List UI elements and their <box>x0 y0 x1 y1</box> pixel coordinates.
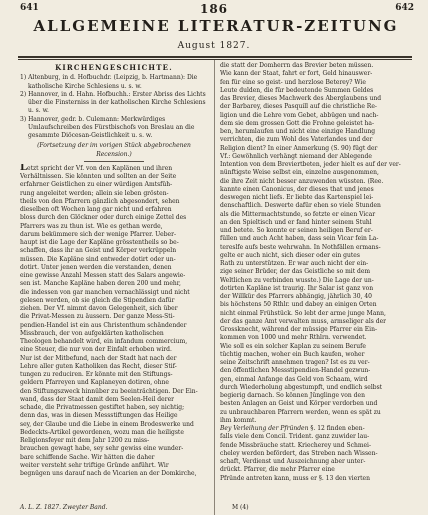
body-line: denn das, was in diesen Messstiftungen das Heilige <box>20 412 178 420</box>
header-rule-thin <box>18 59 412 60</box>
body-line: wand, dass der Staat damit dem Seelen-Heil derer <box>20 395 174 403</box>
body-line: zu unbrauchbaren Pfarrern werden, wenn es spät zu <box>220 408 381 416</box>
body-line: haupt ist die Lage der Kapläne grösstentheils so be- <box>20 239 179 246</box>
body-line: tereslfe aufs beste wehrwahn. In Nothfällen ermans- <box>220 243 381 251</box>
body-line: dotirt. Unter jenen werden die verstanden, denen <box>20 263 172 271</box>
body-line: pendien-Handel ist ein aus Christenthum schändender <box>20 321 187 329</box>
book-entry-3: 3) Hannover, gedr. b. Culemann: Merkwürdiges Umlaufschreiben des Fürstbischofs von Breslau an die gesammte Diöcesan-Geistlichkeit u. s. w. <box>20 115 195 139</box>
body-line: dem sie dem grossen Gott die Frohne geleistet ha- <box>220 119 375 127</box>
section-paragraph-start <box>220 425 412 433</box>
body-line: ihm kommt. <box>220 416 257 424</box>
note-rule <box>84 161 144 162</box>
book-entry-1: 1) Altenburg, in d. Hofbuchdr. (Leipzig, b. Hartmann): Die katholische Kirche Schlesiens u. s. w. <box>20 74 198 90</box>
left-body-text <box>20 164 208 479</box>
body-line: Nur ist der Mitbefund, nach der Stadt hat nach der <box>20 354 177 362</box>
body-line: an den Spieltisch und er fand hinter seinem Stuhl <box>220 218 372 226</box>
body-line: verrichten, die zum Wohl des Vaterlandes und der <box>220 136 373 144</box>
section-line: falls viele dem Concil. Trident. ganz zuwider lau- <box>220 433 370 441</box>
issue-date: August 1827. <box>177 41 251 51</box>
body-line: weiter versteht sehr triftige Gründe anführt. Wir <box>20 461 169 469</box>
body-line: denschaftlich. Deswerte dafür ehen so viele Stunden <box>220 202 381 210</box>
body-line: eine gewisse Anzahl Messen statt des Salars angewie- <box>20 272 186 279</box>
body-line: Grossknecht, während der müssige Pfarrer ein Ein- <box>220 326 377 333</box>
right-body-text <box>220 62 412 425</box>
body-line: brauchen gewagt habe, sey sehr gewiss eine wunder- <box>20 445 184 453</box>
body-line: der das ganze Amt verwalten muss, armseliger als der <box>220 317 387 325</box>
section-line: drückt. Pfarrer, die mehr Pfarrer eine <box>220 466 335 474</box>
book-entry-2: 2) Hannover, in d. Hahn. Hofbuchh.: Erster Abriss des Lichts über die Finsterniss in der katholischen Kirche Schlesiens u. s. w. <box>20 90 206 115</box>
section-line-first: §. 12 finden eben- <box>310 425 365 432</box>
body-line: nünftigste Weise selbst ein, einzelne ausgenommen, <box>220 169 379 177</box>
body-line: dieselben oft Wochen lang gar nicht und erfahren <box>20 206 172 213</box>
section-label: Bey Verleihung der Pfründen <box>220 425 309 432</box>
body-line: ben, herumlaufen und nicht eine einzige Handlung <box>220 128 376 135</box>
body-line: eine Steuer, die nur von der Einfalt erhoben wird. <box>20 346 172 354</box>
body-line: Vf.: Gewöhnlich verhängt niemand der Ablegende <box>220 152 372 160</box>
body-line: die indessen von gar manchen vernachlässigt und nicht <box>20 288 190 296</box>
body-line: tungen zu reduciren. Er könnte mit den Stiftungs- <box>20 371 173 378</box>
body-line: bare schiffende Sache. Wir hätten die daher <box>20 453 155 461</box>
body-line: bloss durch den Glöckner oder durch einige Zettel des <box>20 214 187 222</box>
body-line: kannte einen Canonicus, der dieses that und jenes <box>220 185 374 193</box>
body-line: tüchtig machen, woher ein Buch kaufen, woher <box>220 350 365 358</box>
body-line: Wie soll es ein solcher Kaplan zu seinem Berufe <box>220 342 366 350</box>
body-line: bis höchstens 50 Rthlr. und dabey an einigen Orten <box>220 301 377 309</box>
section-line: Pfründe antreten kann, muss er §. 13 den vierten <box>220 474 370 482</box>
body-line: fen für eine so geist- und herzlose Beterey? Wie <box>220 78 366 86</box>
header-rule <box>18 56 412 58</box>
continuation-note: (Fortsetzung der im vorigen Stück abgebrochenen Recension.) <box>37 142 191 158</box>
body-line: den Stiftungszweck hinnüber zu beeinträchtigen. Der Ein- <box>20 387 198 395</box>
body-line: der Willkür des Pfarrers abhängig, jährlich 30, 40 <box>220 293 372 300</box>
body-line: Intention von dem Breviertbeten, jeder hielt es auf der ver- <box>220 161 401 168</box>
body-line: durch Wiederholung abgestumpft, und endlich selbst <box>220 383 383 391</box>
body-line: seine Zeitschrift annehmen tragen? Ist es zu ver- <box>220 359 370 366</box>
body-line: gen, einmal Anfange das Geld von Schaam, wird <box>220 375 368 383</box>
page-footer: A. L. Z. 1827. Zweyter Band. <box>20 504 108 511</box>
body-line: begnügen uns darauf nach de Vicarien an der Domkirche, <box>20 470 197 477</box>
body-line: sey, der Glaube und die Liebe in einem Brodeswerke und <box>20 420 194 428</box>
body-line: Rath zu unterstützen. Er war auch nicht der ein- <box>220 260 369 267</box>
body-line: rung angeleitet werden; allein sie leben grösten- <box>20 189 169 197</box>
body-line: Missbrauch, der von aufgeklärten katholischen <box>20 329 164 337</box>
body-line: gelesen werden, ob sie gleich die Stipendien dafür <box>20 296 175 304</box>
body-line: Bedeckts-Artikel gewordenen, wozu man die heiligste <box>20 428 184 436</box>
masthead-title: ALLGEMEINE LITERATUR-ZEITUNG <box>33 17 399 35</box>
body-line: darum bekümmere sich der wenige Pfarrer. Ueber- <box>20 230 176 238</box>
body-line: nicht einmal Frühstück. So lebt der arme junge Mann, <box>220 309 386 317</box>
page-corner-right: 642 <box>395 3 414 13</box>
body-line: begierig darnach. So können Jünglinge von den <box>220 392 365 399</box>
body-line: deswegen nicht liefs. Er liebte das Kartenspiel lei- <box>220 194 374 201</box>
body-line: Weltlichen zu verbinden wusste.) Die Lage der un- <box>220 276 374 284</box>
body-line: der Barbarey, dieses Pasquill auf die christliche Re- <box>220 103 377 111</box>
signature-mark: M (4) <box>232 504 249 511</box>
right-section-text <box>220 433 412 483</box>
body-line: erfahrner Geistlichen zu einer würdigen Amtsfüh- <box>20 181 173 189</box>
body-line: sen ist. Manche Kapläne haben deren 200 und mehr, <box>20 280 181 288</box>
body-line: als die Mittermachtstunde, so fetzte er einen Vicar <box>220 210 376 218</box>
body-line: füllen und auch Acht haben, dass sein Vicar fein La- <box>220 235 379 243</box>
body-line: und betete. So konnte er seinen heiligen Beruf er- <box>220 227 373 234</box>
body-line: besten Anlagen an Geist und Körper verdorben und <box>220 400 378 408</box>
body-line: Religionsfeyer mit dem Jahr 1200 zu miss- <box>20 437 150 444</box>
right-column <box>220 62 412 483</box>
page-corner-left: 641 <box>20 3 39 13</box>
body-line: schade, die Privatmessen gestiftet haben, sey nichtig; <box>20 404 185 411</box>
body-line: Wie kann der Staat, fahrt er fort, Geld hinauswer- <box>220 70 373 78</box>
body-line: das Brevier, dieses Machwerk des Aberglaubens und <box>220 95 382 102</box>
section-title: KIRCHENGESCHICHTE. <box>55 63 173 72</box>
body-line: Pfarrers was zu thun ist. Wie es gethan werde, <box>20 222 163 230</box>
body-line: ziehen. Der Vf. nimmt davon Gelegenheit, sich über <box>20 305 178 312</box>
body-line: Leute dulden, die für bedeutende Summen Geldes <box>220 86 374 94</box>
body-line: Verhältnissen. Sie könnten und sollten an der Seite <box>20 173 177 180</box>
body-line: dotirten Kapläne ist traurig. Ihr Salar ist ganz von <box>220 284 374 292</box>
body-line: zige seiner Brüder, der das Geistliche so mit dem <box>220 268 371 276</box>
body-line: die statt der Domherrn das Brevier beten müssen. <box>220 62 374 69</box>
body-line: Religion dient? In einer Anmerkung (S. 90) fügt der <box>220 144 378 152</box>
body-line: kommen von 1000 und mehr Rthlrn. verwendet. <box>220 334 367 342</box>
left-column <box>20 62 208 478</box>
body-line: den öffentlichen Messstipendien-Handel gezwun- <box>220 367 371 375</box>
body-line <box>20 164 208 173</box>
section-line: fende Missbräuche statt. Kriecherey und Schmei- <box>220 441 372 449</box>
body-line: theils von den Pfarrern gänzlich abgesondert, sehen <box>20 197 180 205</box>
body-line: gelte er auch nicht, sich dieser oder ein gutes <box>220 251 360 259</box>
drop-initial: L <box>20 163 28 173</box>
body-line: Theologen behandelt wird, ein infandum commercium, <box>20 338 188 345</box>
body-line: die Privat-Messen zu äussern. Der ganze Mess-Sti- <box>20 313 175 321</box>
body-line: die ihre Zeit nicht besser anzuwenden wüssten. (Ree. <box>220 177 384 185</box>
body-line: geldern Pfarreyen und Kaplaneyen dotiren, ohne <box>20 379 169 387</box>
body-line: ligion und die Lehre vom Gebet, abbügen und nach- <box>220 111 379 119</box>
page-number: 186 <box>199 2 229 16</box>
body-line: Lehre aller guten Katholiken das Recht, dieser Stif- <box>20 362 177 370</box>
body-line: schaffen, dass ihr an Geist und Körper verkrüppeln <box>20 247 177 255</box>
column-divider <box>214 60 215 515</box>
section-line: schaft, Verdienst und Auszeichnung aber unter- <box>220 458 366 465</box>
body-line: müssen. Die Kapläne sind entweder dotirt oder un- <box>20 255 176 263</box>
section-line: cheley werden befördert, das Streben nach Wissen- <box>220 449 378 457</box>
body-line-text: etzt spricht der Vf. von den Kaplänen und ihren <box>27 164 173 172</box>
